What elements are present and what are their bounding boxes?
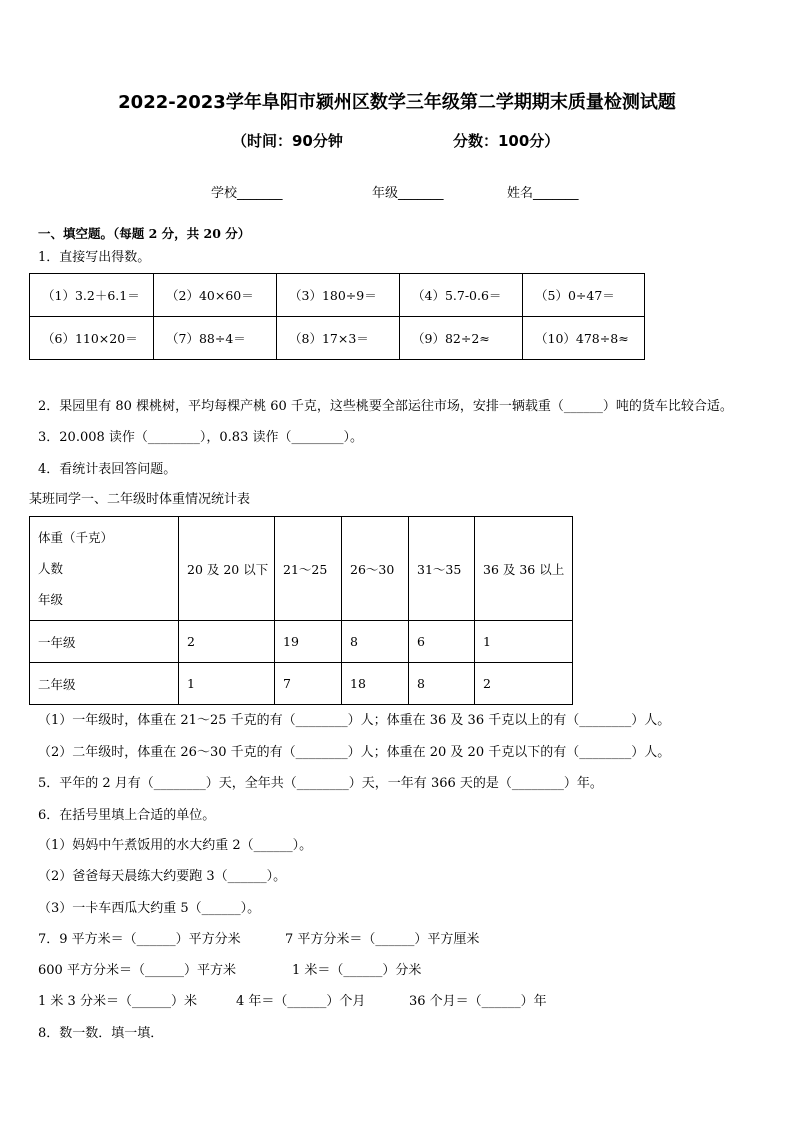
column-header: 20 及 20 以下 bbox=[179, 517, 275, 621]
table-row bbox=[30, 663, 573, 705]
weight-stats-table bbox=[29, 516, 573, 705]
table-cell: （1）3.2＋6.1＝ bbox=[30, 274, 154, 317]
column-header: 31～35 bbox=[409, 517, 475, 621]
table-diagonal-header bbox=[30, 517, 179, 621]
table-cell: （5）0÷47＝ bbox=[523, 274, 645, 317]
exam-score: 分数：100分） bbox=[453, 132, 560, 150]
question-3: 3．20.008 读作（________），0.83 读作（________）。 bbox=[38, 430, 363, 445]
question-7-item: 36 个月＝（______）年 bbox=[409, 994, 547, 1009]
table-title: 某班同学一、二年级时体重情况统计表 bbox=[29, 492, 251, 507]
column-header: 26～30 bbox=[342, 517, 409, 621]
table-header-row bbox=[30, 517, 573, 621]
table-cell: （8）17×3＝ bbox=[277, 317, 400, 360]
grade-field: 年级_______ bbox=[372, 186, 444, 201]
table-cell: （3）180÷9＝ bbox=[277, 274, 400, 317]
column-header: 36 及 36 以上 bbox=[475, 517, 573, 621]
table-cell: 2 bbox=[475, 663, 573, 705]
question-6-item: （3）一卡车西瓜大约重 5（______）。 bbox=[38, 901, 261, 916]
question-6: 6．在括号里填上合适的单位。 bbox=[38, 808, 216, 823]
question-1: 1．直接写出得数。 bbox=[38, 250, 151, 265]
question-5: 5．平年的 2 月有（________）天，全年共（________）天，一年有 366 天的是（________）年。 bbox=[38, 776, 603, 791]
row-label: 二年级 bbox=[30, 663, 179, 705]
table-cell: （10）478÷8≈ bbox=[523, 317, 645, 360]
question-7-item: 600 平方分米＝（______）平方米 bbox=[38, 963, 236, 978]
school-field: 学校_______ bbox=[211, 186, 283, 201]
question-7-item: 1 米 3 分米＝（______）米 bbox=[38, 994, 197, 1009]
table-cell: 8 bbox=[409, 663, 475, 705]
table-cell: 7 bbox=[275, 663, 342, 705]
question-4: 4．看统计表回答问题。 bbox=[38, 462, 177, 477]
arithmetic-table bbox=[29, 273, 645, 360]
header-weight-label: 体重（千克） bbox=[38, 530, 114, 545]
table-cell: （4）5.7-0.6＝ bbox=[400, 274, 523, 317]
question-6-item: （1）妈妈中午煮饭用的水大约重 2（______）。 bbox=[38, 838, 313, 853]
page-title: 2022-2023学年阜阳市颍州区数学三年级第二学期期末质量检测试题 bbox=[118, 92, 676, 113]
table-cell: （7）88÷4＝ bbox=[154, 317, 277, 360]
table-row bbox=[30, 621, 573, 663]
exam-time: （时间：90分钟 bbox=[232, 132, 343, 150]
header-grade-label: 年级 bbox=[38, 592, 64, 607]
question-4-sub-1: （1）一年级时，体重在 21～25 千克的有（________）人；体重在 36 及 36 千克以上的有（________）人。 bbox=[38, 713, 671, 728]
table-cell: 6 bbox=[409, 621, 475, 663]
table-row bbox=[30, 317, 645, 360]
question-4-sub-2: （2）二年级时，体重在 26～30 千克的有（________）人；体重在 20 及 20 千克以下的有（________）人。 bbox=[38, 745, 671, 760]
question-8: 8．数一数．填一填． bbox=[38, 1026, 164, 1041]
question-7-item: 1 米＝（______）分米 bbox=[292, 963, 422, 978]
question-2: 2．果园里有 80 棵桃树，平均每棵产桃 60 千克，这些桃要全部运往市场，安排一辆载重（______）吨的货车比较合适。 bbox=[38, 399, 733, 414]
table-cell: 1 bbox=[475, 621, 573, 663]
table-cell: （2）40×60＝ bbox=[154, 274, 277, 317]
question-7-item: 7 平方分米＝（______）平方厘米 bbox=[285, 932, 480, 947]
question-6-item: （2）爸爸每天晨练大约要跑 3（______）。 bbox=[38, 869, 287, 884]
table-cell: （6）110×20＝ bbox=[30, 317, 154, 360]
table-cell: 1 bbox=[179, 663, 275, 705]
column-header: 21～25 bbox=[275, 517, 342, 621]
table-cell: 19 bbox=[275, 621, 342, 663]
table-row bbox=[30, 274, 645, 317]
section-heading: 一、填空题。（每题 2 分，共 20 分） bbox=[38, 226, 251, 241]
name-field: 姓名_______ bbox=[507, 186, 579, 201]
table-cell: （9）82÷2≈ bbox=[400, 317, 523, 360]
question-7-item: 4 年＝（______）个月 bbox=[236, 994, 366, 1009]
table-cell: 2 bbox=[179, 621, 275, 663]
table-cell: 8 bbox=[342, 621, 409, 663]
row-label: 一年级 bbox=[30, 621, 179, 663]
header-count-label: 人数 bbox=[38, 561, 64, 576]
table-cell: 18 bbox=[342, 663, 409, 705]
question-7-item: 7．9 平方米＝（______）平方分米 bbox=[38, 932, 241, 947]
